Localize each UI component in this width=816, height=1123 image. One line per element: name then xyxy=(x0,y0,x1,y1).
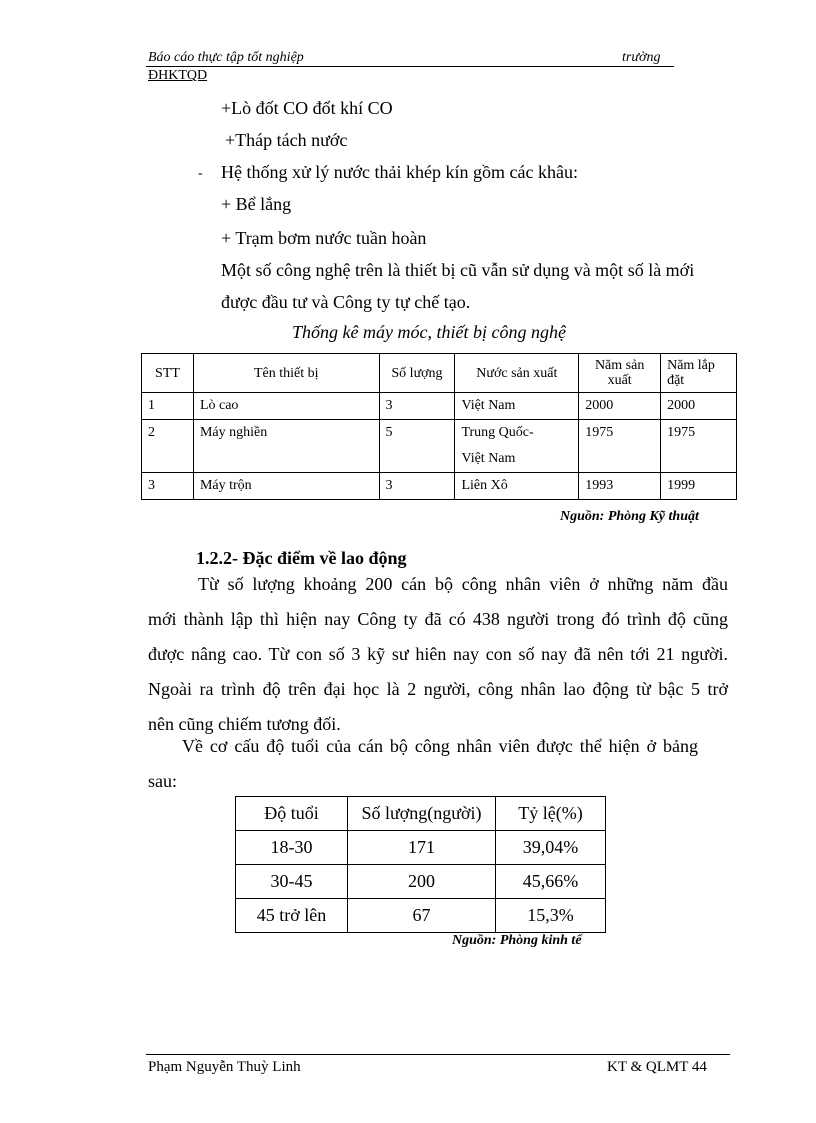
equipment-source-note: Nguồn: Phòng Kỹ thuật xyxy=(560,509,699,524)
equipment-table-caption: Thống kê máy móc, thiết bị công nghệ xyxy=(292,322,566,342)
cell-count: 171 xyxy=(348,831,496,865)
cell-ratio: 39,04% xyxy=(496,831,606,865)
paragraph-line: Về cơ cấu độ tuổi của cán bộ công nhân viên được thể hiện ở bảng xyxy=(182,736,698,756)
age-source-note: Nguồn: Phòng kinh tế xyxy=(452,933,582,948)
table-row xyxy=(142,420,737,473)
cell-year-made: 1993 xyxy=(579,473,661,500)
col-qty: Số lượng xyxy=(379,354,455,393)
cell-country-line2: Việt Nam xyxy=(461,451,516,466)
cell-country xyxy=(455,420,579,473)
paragraph-line: Ngoài ra trình độ trên đại học là 2 người, công nhân lao động từ bậc 5 trở xyxy=(148,679,728,699)
paragraph-line: nên cũng chiếm tương đối. xyxy=(148,714,341,734)
col-age: Độ tuổi xyxy=(236,797,348,831)
cell-year-installed: 1999 xyxy=(661,473,737,500)
cell-year-made: 2000 xyxy=(579,393,661,420)
cell-country: Việt Nam xyxy=(455,393,579,420)
table-row xyxy=(142,393,737,420)
table-row xyxy=(236,865,606,899)
section-title: 1.2.2- Đặc điểm về lao động xyxy=(196,548,407,568)
col-count: Số lượng(người) xyxy=(348,797,496,831)
paragraph-line: Từ số lượng khoảng 200 cán bộ công nhân viên ở những năm đầu xyxy=(198,574,728,594)
line-tech-note-2: được đầu tư và Công ty tự chế tạo. xyxy=(221,292,471,312)
line-co-furnace: +Lò đốt CO đốt khí CO xyxy=(221,98,393,118)
cell-stt: 3 xyxy=(142,473,194,500)
cell-name: Máy trộn xyxy=(193,473,379,500)
col-year-installed: Năm lắp đặt xyxy=(661,354,737,393)
cell-stt: 1 xyxy=(142,393,194,420)
col-ratio: Tỷ lệ(%) xyxy=(496,797,606,831)
cell-country-line1: Trung Quốc- xyxy=(461,425,534,440)
cell-ratio: 45,66% xyxy=(496,865,606,899)
cell-count: 200 xyxy=(348,865,496,899)
header-report-title: Báo cáo thực tập tốt nghiệp xyxy=(148,50,304,65)
cell-count: 67 xyxy=(348,899,496,933)
paragraph-line: sau: xyxy=(148,771,177,791)
paragraph-line: được nâng cao. Từ con số 3 kỹ sư hiên nay con số nay đã nên tới 21 người. xyxy=(148,644,728,664)
cell-ratio: 15,3% xyxy=(496,899,606,933)
cell-name: Lò cao xyxy=(193,393,379,420)
header-rule xyxy=(146,66,674,67)
age-intro-paragraph xyxy=(148,729,728,799)
cell-year-made: 1975 xyxy=(579,420,661,473)
line-tech-note-1: Một số công nghệ trên là thiết bị cũ vẫn sử dụng và một số là mới xyxy=(221,260,695,280)
cell-qty: 5 xyxy=(379,420,455,473)
cell-qty: 3 xyxy=(379,393,455,420)
equipment-header-row xyxy=(142,354,737,393)
line-water-tower: +Tháp tách nước xyxy=(225,130,348,150)
cell-age: 18-30 xyxy=(236,831,348,865)
cell-year-installed: 2000 xyxy=(661,393,737,420)
table-row xyxy=(236,899,606,933)
cell-age: 45 trở lên xyxy=(236,899,348,933)
cell-stt: 2 xyxy=(142,420,194,473)
age-structure-table xyxy=(235,796,606,933)
equipment-table xyxy=(141,353,737,500)
footer-rule xyxy=(146,1054,730,1055)
age-header-row xyxy=(236,797,606,831)
labor-paragraph xyxy=(148,567,728,742)
col-country: Nước sản xuất xyxy=(455,354,579,393)
header-university: ĐHKTQD xyxy=(148,68,208,83)
line-wastewater-system: Hệ thống xử lý nước thải khép kín gồm các khâu: xyxy=(221,162,578,182)
col-stt: STT xyxy=(142,354,194,393)
cell-qty: 3 xyxy=(379,473,455,500)
cell-name: Máy nghiền xyxy=(193,420,379,473)
cell-year-installed: 1975 xyxy=(661,420,737,473)
cell-country: Liên Xô xyxy=(455,473,579,500)
footer-class: KT & QLMT 44 xyxy=(607,1059,707,1075)
cell-age: 30-45 xyxy=(236,865,348,899)
paragraph-line: mới thành lập thì hiện nay Công ty đã có 438 người trong đó trình độ cũng xyxy=(148,609,728,629)
line-settling-tank: + Bể lắng xyxy=(221,194,292,214)
col-name: Tên thiết bị xyxy=(193,354,379,393)
bullet-dash: - xyxy=(198,166,203,181)
footer-author: Phạm Nguyễn Thuỳ Linh xyxy=(148,1059,301,1075)
table-row xyxy=(142,473,737,500)
line-pump-station: + Trạm bơm nước tuần hoàn xyxy=(221,228,427,248)
table-row xyxy=(236,831,606,865)
col-year-made: Năm sản xuất xyxy=(579,354,661,393)
header-school: trường xyxy=(622,50,661,65)
